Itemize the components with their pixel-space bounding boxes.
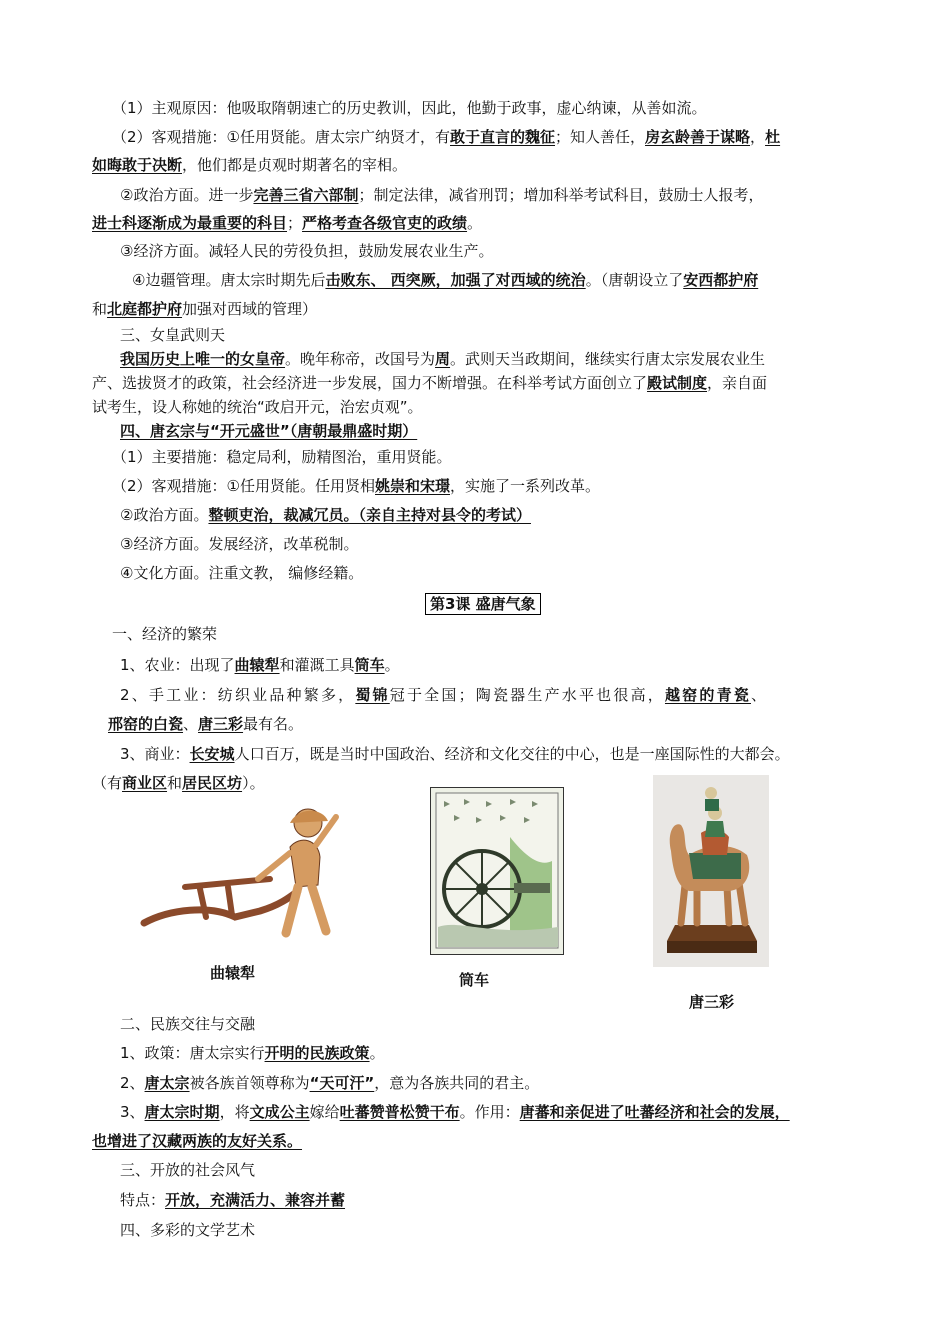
text-line [92, 299, 317, 319]
keyword: 蜀锦 [355, 686, 390, 704]
text: 试考生，设人称她的统治“政启开元，治宏贞观”。 [92, 398, 423, 416]
tang-sancai-camel-photo [653, 775, 769, 967]
text: ； [287, 214, 303, 232]
text-line [120, 563, 363, 583]
keyword: 殿试制度 [647, 374, 708, 392]
text-line [92, 1131, 302, 1151]
text: 2、手工业：纺织业品种繁多， [120, 686, 356, 704]
text-line [120, 185, 763, 205]
keyword: 安西都护府 [683, 271, 759, 289]
text: 。 [369, 1044, 385, 1062]
text-line [120, 1043, 385, 1063]
keyword: 开明的民族政策 [264, 1044, 370, 1062]
lesson-title-text: 第3课 盛唐气象 [425, 593, 541, 615]
section-heading [120, 1220, 255, 1240]
plough-caption: 曲辕犁 [210, 964, 256, 982]
text: ③经济方面。发展经济，改革税制。 [120, 535, 359, 553]
text: 2、 [120, 1074, 145, 1092]
text: 、 [183, 715, 199, 733]
text: （2）客观措施：①任用贤能。任用贤相 [112, 477, 375, 495]
text-line [92, 155, 407, 175]
curved-plough-illustration [140, 805, 355, 945]
section-heading [120, 421, 417, 441]
text-line [112, 476, 600, 496]
text-line [92, 397, 423, 417]
text: ，亲自面 [707, 374, 768, 392]
keyword: “天可汗” [309, 1074, 375, 1092]
text: 。（唐朝设立了 [585, 271, 684, 289]
keyword: 吐蕃赞普松赞干布 [339, 1103, 460, 1121]
keyword: 筒车 [354, 656, 385, 674]
text: 。作用： [459, 1103, 520, 1121]
text: 3、商业： [120, 745, 190, 763]
section-heading [112, 624, 217, 644]
text: 。晚年称帝，改国号为 [285, 350, 436, 368]
keyword: 唐太宗 [144, 1074, 190, 1092]
text-line [92, 773, 265, 793]
heading-text: 四、多彩的文学艺术 [120, 1221, 256, 1239]
keyword: 击败东、 西突厥，加强了对西域的统治 [325, 271, 586, 289]
heading-text: 三、女皇武则天 [120, 326, 226, 344]
text: ；知人善任， [555, 128, 646, 146]
keyword: 文成公主 [249, 1103, 310, 1121]
keyword: 商业区 [122, 774, 168, 792]
text: 产、选拔贤才的政策，社会经济进一步发展，国力不断增强。在科举考试方面创立了 [92, 374, 648, 392]
text: 。武则天当政期间，继续实行唐太宗发展农业生 [450, 350, 766, 368]
text-line [120, 1102, 790, 1122]
keyword: 如晦敢于决断 [92, 156, 183, 174]
keyword: 曲辕犁 [234, 656, 280, 674]
text-line [120, 1073, 539, 1093]
keyword: 房玄龄善于谋略 [645, 128, 751, 146]
text-line [120, 505, 531, 525]
text-line [120, 1190, 345, 1210]
keyword: 进士科逐渐成为最重要的科目 [92, 214, 288, 232]
text-line [132, 270, 758, 290]
text-line [92, 373, 767, 393]
text-line [120, 685, 768, 705]
text: ，将 [219, 1103, 250, 1121]
text: 和 [167, 774, 183, 792]
text: ④文化方面。注重文教， 编修经籍。 [120, 564, 364, 582]
text: 。 [384, 656, 400, 674]
keyword: 邢窑的白瓷 [108, 715, 184, 733]
text: ，实施了一系列改革。 [450, 477, 601, 495]
keyword: 周 [435, 350, 451, 368]
lesson-title [425, 593, 541, 615]
text-line [112, 447, 452, 467]
text: ，他们都是贞观时期著名的宰相。 [182, 156, 408, 174]
text: 1、农业：出现了 [120, 656, 235, 674]
section-heading [120, 1160, 255, 1180]
keyword: 整顿吏治，裁减冗员。（亲自主持对县令的考试） [208, 506, 531, 524]
text: ， [750, 128, 766, 146]
heading-text: 四、唐玄宗与“开元盛世”（唐朝最鼎盛时期） [120, 422, 418, 440]
text-line [120, 744, 790, 764]
keyword: 开放，充满活力、兼容并蓄 [165, 1191, 346, 1209]
text: （2）客观措施：①任用贤能。唐太宗广纳贤才，有 [112, 128, 450, 146]
heading-text: 二、民族交往与交融 [120, 1015, 256, 1033]
text-line [92, 213, 482, 233]
text: 冠于全国；陶瓷器生产水平也很高， [389, 686, 665, 704]
keyword: 也增进了汉藏两族的友好关系。 [92, 1132, 303, 1150]
keyword: 越窑的青瓷 [664, 686, 751, 704]
tang-sancai-caption: 唐三彩 [689, 993, 735, 1011]
text: ；制定法律，减省刑罚；增加科举考试科目，鼓励士人报考， [358, 186, 764, 204]
heading-text: 一、经济的繁荣 [112, 625, 218, 643]
keyword: 居民区坊 [182, 774, 243, 792]
text: 3、 [120, 1103, 145, 1121]
text-line [108, 714, 303, 734]
keyword: 北庭都护府 [107, 300, 183, 318]
text-line [120, 349, 765, 369]
text: ，意为各族共同的君主。 [374, 1074, 540, 1092]
text: 、 [750, 686, 769, 704]
text: 被各族首领尊称为 [189, 1074, 310, 1092]
text: 最有名。 [243, 715, 304, 733]
text: 特点： [120, 1191, 166, 1209]
text: ③经济方面。减轻人民的劳役负担，鼓励发展农业生产。 [120, 242, 494, 260]
text: 1、政策：唐太宗实行 [120, 1044, 265, 1062]
text-line [120, 534, 358, 554]
text: （1）主要措施：稳定局利，励精图治，重用贤能。 [112, 448, 452, 466]
keyword: 唐太宗时期 [144, 1103, 220, 1121]
text: 人口百万，既是当时中国政治、经济和文化交往的中心，也是一座国际性的大都会。 [234, 745, 790, 763]
text: ②政治方面。进一步 [120, 186, 254, 204]
keyword: 姚崇和宋璟 [375, 477, 451, 495]
text: 嫁给 [309, 1103, 340, 1121]
text-line [120, 241, 493, 261]
text: （1）主观原因：他吸取隋朝速亡的历史教训，因此，他勤于政事，虚心纳谏，从善如流。 [112, 99, 707, 117]
text-line [112, 127, 780, 147]
text: 和 [92, 300, 108, 318]
text: ④边疆管理。唐太宗时期先后 [132, 271, 326, 289]
keyword: 唐三彩 [198, 715, 244, 733]
keyword: 杜 [765, 128, 781, 146]
keyword: 敢于直言的魏征 [450, 128, 556, 146]
keyword: 唐蕃和亲促进了吐蕃经济和社会的发展， [519, 1103, 790, 1121]
keyword: 严格考查各级官吏的政绩 [302, 214, 468, 232]
text: 加强对西域的管理） [182, 300, 318, 318]
text: （有 [92, 774, 123, 792]
heading-text: 三、开放的社会风气 [120, 1161, 256, 1179]
text: ②政治方面。 [120, 506, 209, 524]
water-wheel-illustration [430, 787, 564, 955]
section-heading [120, 325, 225, 345]
text: 和灌溉工具 [279, 656, 355, 674]
water-wheel-caption: 筒车 [459, 971, 490, 989]
text-line [120, 655, 400, 675]
keyword: 长安城 [189, 745, 235, 763]
text-line [112, 98, 707, 118]
section-heading [120, 1014, 255, 1034]
keyword: 完善三省六部制 [253, 186, 359, 204]
text: ）。 [242, 774, 265, 792]
keyword: 我国历史上唯一的女皇帝 [120, 350, 286, 368]
text: 。 [467, 214, 483, 232]
